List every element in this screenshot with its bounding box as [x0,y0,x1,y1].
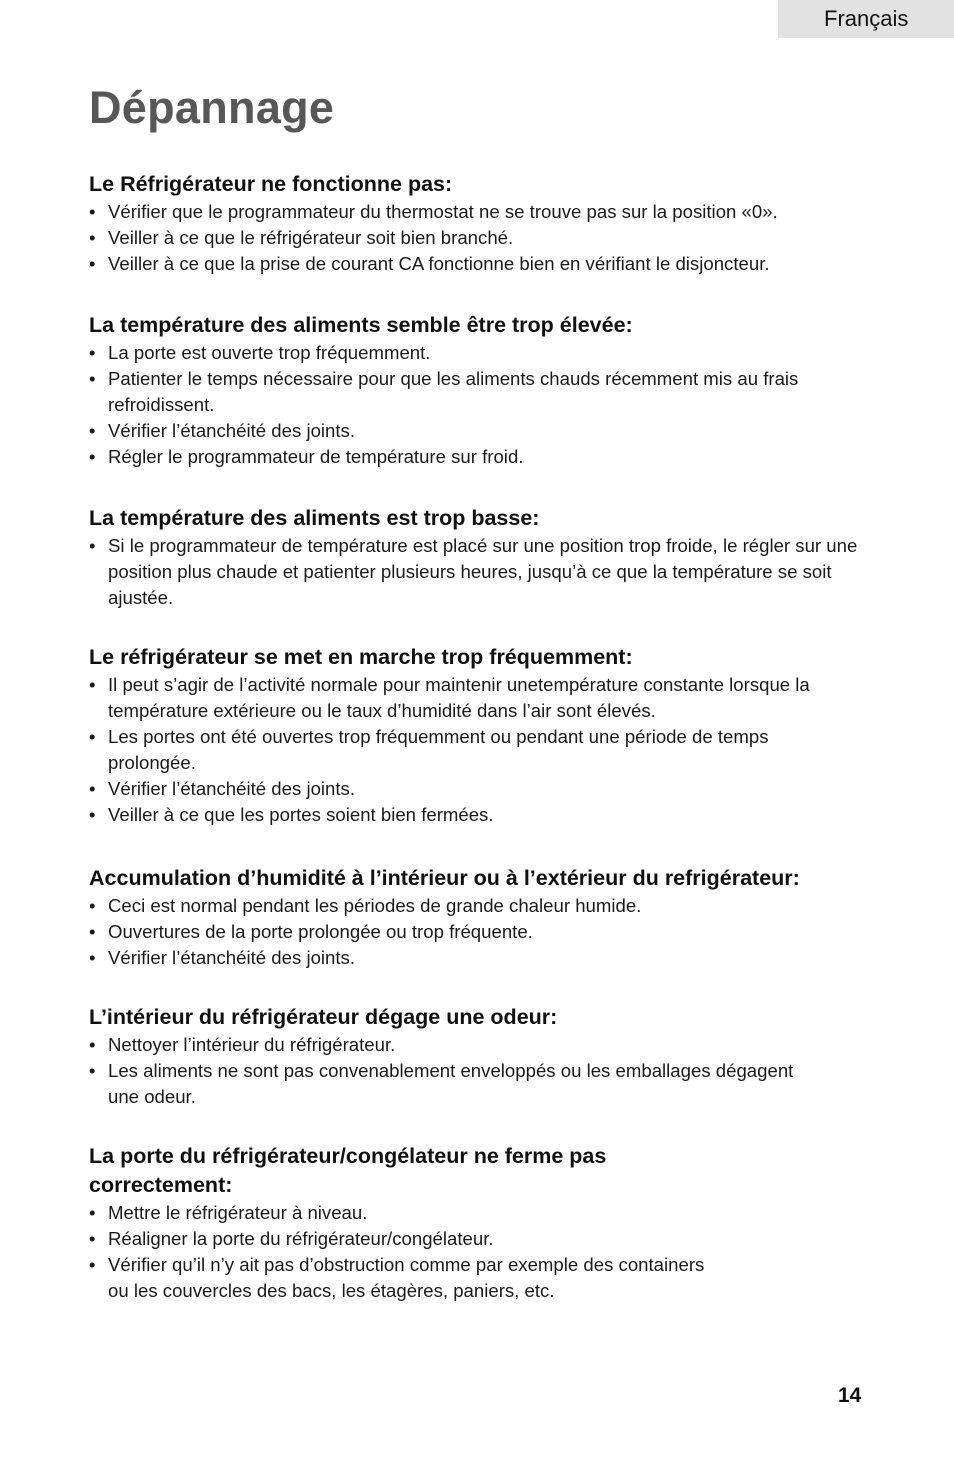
section-heading: La température des aliments semble être trop élevée: [89,313,633,337]
section-temperature-too-low [89,504,879,611]
section-heading: La température des aliments est trop basse: [89,506,540,530]
bullet-icon: • [89,1228,96,1249]
section-refrigerator-not-working [89,170,879,277]
bullet-icon: • [89,895,96,916]
bullet-icon: • [89,804,96,825]
list-item: • Mettre le réfrigérateur à niveau. [89,1200,879,1226]
bullet-list [89,893,879,971]
bullet-list [89,1200,879,1304]
bullet-icon: • [89,674,96,695]
bullet-icon: • [89,1034,96,1055]
bullet-icon: • [89,1202,96,1223]
list-item: • Veiller à ce que les portes soient bien fermées. [89,802,879,828]
list-item: • Vérifier qu’il n’y ait pas d’obstruction comme par exemple des containers ou les couvercles des bacs, les étagères, paniers, etc. [89,1254,705,1301]
bullet-icon: • [89,1254,96,1275]
bullet-icon: • [89,201,96,222]
bullet-list [89,533,879,611]
bullet-icon: • [89,947,96,968]
list-item: • La porte est ouverte trop fréquemment. [89,340,879,366]
bullet-icon: • [89,342,96,363]
bullet-icon: • [89,726,96,747]
bullet-icon: • [89,227,96,248]
bullet-icon: • [89,535,96,556]
language-tab: Français [778,0,954,38]
list-item: • Ouvertures de la porte prolongée ou trop fréquente. [89,919,879,945]
list-item: • Patienter le temps nécessaire pour que les aliments chauds récemment mis au frais refroidissent. [89,368,799,415]
section-runs-too-often [89,643,879,828]
list-item: • Nettoyer l’intérieur du réfrigérateur. [89,1032,879,1058]
troubleshooting-content [89,170,879,1304]
list-item: • Les portes ont été ouvertes trop fréquemment ou pendant une période de temps prolongée. [89,726,769,773]
bullet-icon: • [89,253,96,274]
section-temperature-too-high [89,311,879,470]
list-item: • Il peut s’agir de l’activité normale pour maintenir unetempérature constante lorsque la température extérieure ou le taux d’humidité dans l’air sont élevés. [89,674,810,721]
bullet-icon: • [89,368,96,389]
list-item: • Réaligner la porte du réfrigérateur/congélateur. [89,1226,879,1252]
list-item: • Régler le programmateur de température sur froid. [89,444,879,470]
section-odor [89,1003,879,1110]
bullet-list [89,199,879,277]
bullet-list [89,1032,879,1110]
page-title: Dépannage [89,82,335,133]
section-moisture-buildup [89,864,879,971]
section-heading: Le Réfrigérateur ne fonctionne pas: [89,172,453,196]
bullet-list [89,340,879,470]
section-heading: Accumulation d’humidité à l’intérieur ou à l’extérieur du refrigérateur: [89,866,800,890]
list-item: • Les aliments ne sont pas convenablement enveloppés ou les emballages dégagent une odeur. [89,1060,794,1107]
list-item: • Veiller à ce que le réfrigérateur soit bien branché. [89,225,879,251]
list-item: • Veiller à ce que la prise de courant CA fonctionne bien en vérifiant le disjoncteur. [89,251,879,277]
section-heading: La porte du réfrigérateur/congélateur ne ferme pas correctement: [89,1144,607,1197]
list-item: • Si le programmateur de température est placé sur une position trop froide, le régler sur une position plus chaude et patienter plusieurs heures, jusqu’à ce que la température se soit ajustée. [89,535,858,608]
list-item: • Vérifier l’étanchéité des joints. [89,945,879,971]
list-item: • Ceci est normal pendant les périodes de grande chaleur humide. [89,893,879,919]
section-heading: L’intérieur du réfrigérateur dégage une odeur: [89,1005,558,1029]
list-item: • Vérifier l’étanchéité des joints. [89,418,879,444]
bullet-icon: • [89,1060,96,1081]
bullet-icon: • [89,446,96,467]
list-item: • Vérifier l’étanchéité des joints. [89,776,879,802]
section-heading: Le réfrigérateur se met en marche trop fréquemment: [89,645,633,669]
bullet-list [89,672,879,828]
list-item: • Vérifier que le programmateur du thermostat ne se trouve pas sur la position «0». [89,199,879,225]
bullet-icon: • [89,420,96,441]
page-number: 14 [838,1384,862,1407]
bullet-icon: • [89,778,96,799]
section-door-not-closing [89,1142,879,1304]
bullet-icon: • [89,921,96,942]
